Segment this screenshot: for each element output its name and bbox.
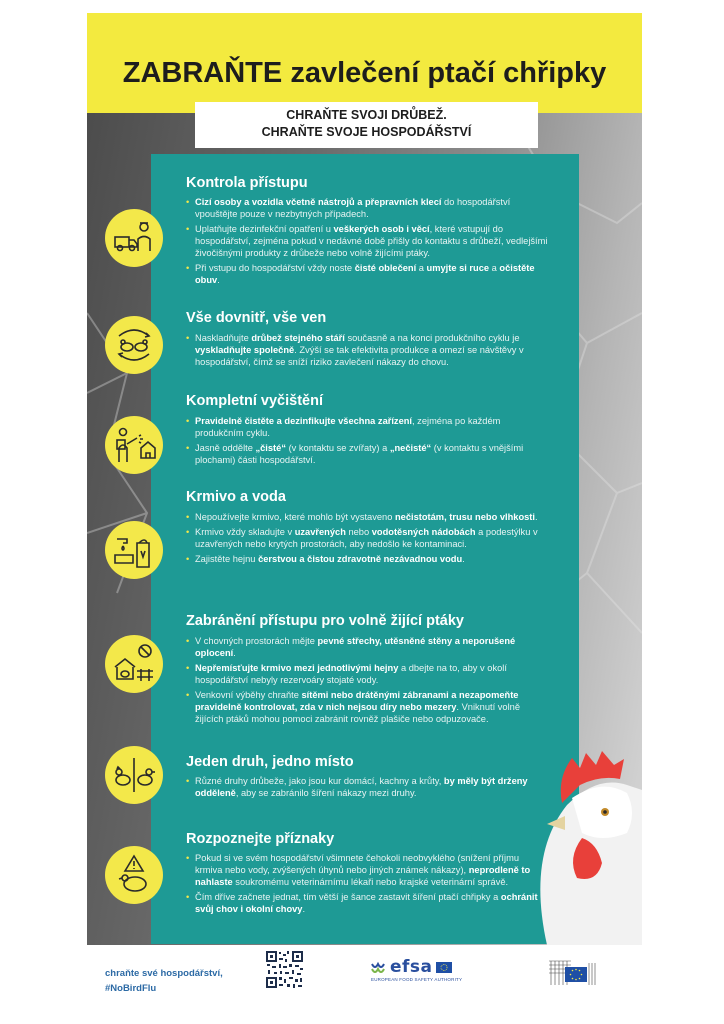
- warning-sick-hen-icon: [105, 846, 163, 904]
- bullet-text: , které vstupují do hospodářství, zejména pokud v nedávné době přišly do kontaktu s drůbeží, vedlejšími živočišnými produkty z drůbeže nebo volně žijícími ptáky.: [195, 224, 548, 258]
- bullet-text: .: [233, 648, 236, 658]
- bullet-list: [186, 332, 548, 371]
- bullet-item: [186, 442, 548, 466]
- efsa-name: efsa: [390, 957, 433, 977]
- bullet-item: [186, 415, 548, 439]
- slogan-line1: chraňte své hospodářství,: [105, 968, 223, 979]
- bullet-text: Zajistěte hejnu: [195, 554, 259, 564]
- bullet-text: . Zvýší se tak efektivita produkce a omezí se návštěvy v hospodářství, čímž se sníží riziko zavlečení nákazy do chovu.: [195, 345, 524, 367]
- bullet-emphasis: „nečisté“: [389, 443, 432, 453]
- bullet-text: . Vniknutí volně žijících ptáků mohou pomoci zabránit rovněž plašiče nebo odpuzovače.: [195, 702, 520, 724]
- page-title: [87, 57, 642, 90]
- bullet-text: .: [534, 512, 538, 522]
- bullet-text: .: [462, 554, 465, 564]
- bullet-text: a: [416, 263, 427, 273]
- section-title: Vše dovnitř, vše ven: [186, 310, 327, 326]
- bullet-text: Krmivo vždy skladujte v: [195, 527, 295, 537]
- qr-code[interactable]: [265, 950, 304, 989]
- bullet-emphasis: drůbež stejného stáří: [251, 333, 345, 343]
- bullet-text: a: [489, 263, 500, 273]
- bullet-item: [186, 662, 548, 686]
- bullet-item: [186, 196, 548, 220]
- bullet-text: Při vstupu do hospodářství vždy noste: [195, 263, 355, 273]
- subtitle-line2: CHRAŇTE SVOJE HOSPODÁŘSTVÍ: [261, 125, 472, 139]
- bullet-text: , aby se zabránilo šíření nákazy mezi druhy.: [235, 788, 417, 798]
- bullet-text: (v kontaktu se zvířaty) a: [285, 443, 390, 453]
- bullet-emphasis: čerstvou a čistou zdravotně nezávadnou vodu: [258, 554, 463, 564]
- bullet-text: .: [217, 275, 220, 285]
- bullet-emphasis: nečistotám, trusu nebo vlhkosti: [394, 512, 535, 522]
- bullet-text: Uplatňujte dezinfekční opatření u: [195, 224, 334, 234]
- bullet-emphasis: Nepřemísťujte krmivo mezi jednotlivými hejny: [195, 663, 399, 673]
- bullet-emphasis: umyjte si ruce: [426, 263, 490, 273]
- bullet-emphasis: uzavřených: [294, 527, 346, 537]
- bullet-text: a podestýlku v uzavřených nebo krytých prostorách, aby nedošlo ke kontaminaci.: [195, 527, 538, 549]
- bullet-emphasis: ochránit svůj chov i okolní chovy: [195, 892, 538, 914]
- section-title: Kontrola přístupu: [186, 175, 308, 191]
- bullet-emphasis: veškerých osob i věcí: [333, 224, 430, 234]
- eu-flag-small-icon: [436, 962, 452, 973]
- bullet-emphasis: pevné střechy, utěsněné stěny a neporušené oplocení: [195, 636, 516, 658]
- bullet-text: nebo: [345, 527, 372, 537]
- european-commission-logo: [545, 957, 600, 988]
- bullet-text: Pokud si ve svém hospodářství všimnete čehokoli neobvyklého (snížení příjmu krmiva nebo vody, zvýšených úhynů nebo jiných známek nákazy),: [195, 853, 519, 875]
- section-title: Zabránění přístupu pro volně žijící ptáky: [186, 613, 464, 629]
- poster: [87, 13, 642, 945]
- efsa-logo: [371, 957, 479, 989]
- title-rest: zavlečení ptačí chřipky: [290, 57, 607, 89]
- bullet-emphasis: vyskladňujte společně: [195, 345, 295, 355]
- feed-water-icon: [105, 521, 163, 579]
- bullet-list: [186, 196, 548, 289]
- bullet-emphasis: očistěte obuv: [195, 263, 535, 285]
- bullet-text: a dbejte na to, aby v okolí hospodářství nebyly rezervoáry stojaté vody.: [195, 663, 507, 685]
- section-title: Jeden druh, jedno místo: [186, 754, 354, 770]
- section-title: Krmivo a voda: [186, 489, 286, 505]
- subtitle-box: [195, 102, 538, 148]
- disinfection-sprayer-icon: [105, 416, 163, 474]
- bullet-text: Venkovní výběhy chraňte: [195, 690, 302, 700]
- bullet-emphasis: vodotěsných nádobách: [371, 527, 476, 537]
- bullet-item: [186, 553, 548, 565]
- bullet-list: [186, 511, 548, 568]
- bullet-emphasis: Cizí osoby a vozidla včetně nástrojů a přepravních klecí: [195, 197, 442, 207]
- bullet-text: Nepoužívejte krmivo, které mohlo být vystaveno: [195, 512, 395, 522]
- bullet-item: [186, 526, 548, 550]
- bullet-text: Naskladňujte: [195, 333, 252, 343]
- efsa-wave-icon: [371, 960, 387, 974]
- bullet-text: současně a na konci produkčního cyklu je: [344, 333, 520, 343]
- bullet-text: (v kontaktu s vnějšími plochami) části hospodářství.: [195, 443, 524, 465]
- title-caps: ZABRAŇTE: [122, 57, 283, 89]
- bullet-text: .: [302, 904, 306, 914]
- bullet-text: Různé druhy drůbeže, jako jsou kur domácí, kachny a krůty,: [195, 776, 444, 786]
- bullet-text: , zejména po každém produkčním cyklu.: [195, 416, 501, 438]
- bullet-emphasis: čisté oblečení: [354, 263, 417, 273]
- chickens-cycle-icon: [105, 316, 163, 374]
- bullet-text: do hospodářství vpouštějte pouze v nezbytných případech.: [195, 197, 511, 219]
- bullet-text: Jasně oddělte: [195, 443, 256, 453]
- bullet-text: soukromému veterinárnímu lékaři nebo krajské veterinární správě.: [232, 877, 509, 887]
- efsa-full-name: EUROPEAN FOOD SAFETY AUTHORITY: [371, 977, 463, 982]
- bullet-list: [186, 415, 548, 469]
- bullet-emphasis: Pravidelně čistěte a dezinfikujte všechna zařízení: [195, 416, 413, 426]
- truck-farmer-icon: [105, 209, 163, 267]
- bullet-text: Čím dříve začnete jednat, tím větší je šance zastavit šíření ptačí chřipky a: [195, 892, 501, 902]
- no-wild-birds-icon: [105, 635, 163, 693]
- bullet-emphasis: „čisté“: [255, 443, 286, 453]
- bullet-emphasis: by měly být drženy odděleně: [195, 776, 528, 798]
- bullet-item: [186, 511, 548, 523]
- subtitle-line1: CHRAŇTE SVOJI DRŮBEŽ.: [286, 108, 447, 122]
- footer-slogan: [105, 966, 223, 996]
- bullet-emphasis: sítěmi nebo drátěnými zábranami a nezapomeňte pravidelně kontrolovat, zda v nich nejsou díry nebo mezery: [195, 690, 519, 712]
- bullet-item: [186, 223, 548, 259]
- chicken-photo: [487, 708, 642, 945]
- slogan-hashtag[interactable]: #NoBirdFlu: [105, 983, 157, 994]
- bullet-emphasis: neprodleně to nahlaste: [195, 865, 531, 887]
- bullet-text: V chovných prostorách mějte: [195, 636, 318, 646]
- bullet-item: [186, 262, 548, 286]
- bullet-item: [186, 635, 548, 659]
- section-title: Kompletní vyčištění: [186, 393, 323, 409]
- bullet-item: [186, 332, 548, 368]
- section-title: Rozpoznejte příznaky: [186, 831, 335, 847]
- chicken-duck-icon: [105, 746, 163, 804]
